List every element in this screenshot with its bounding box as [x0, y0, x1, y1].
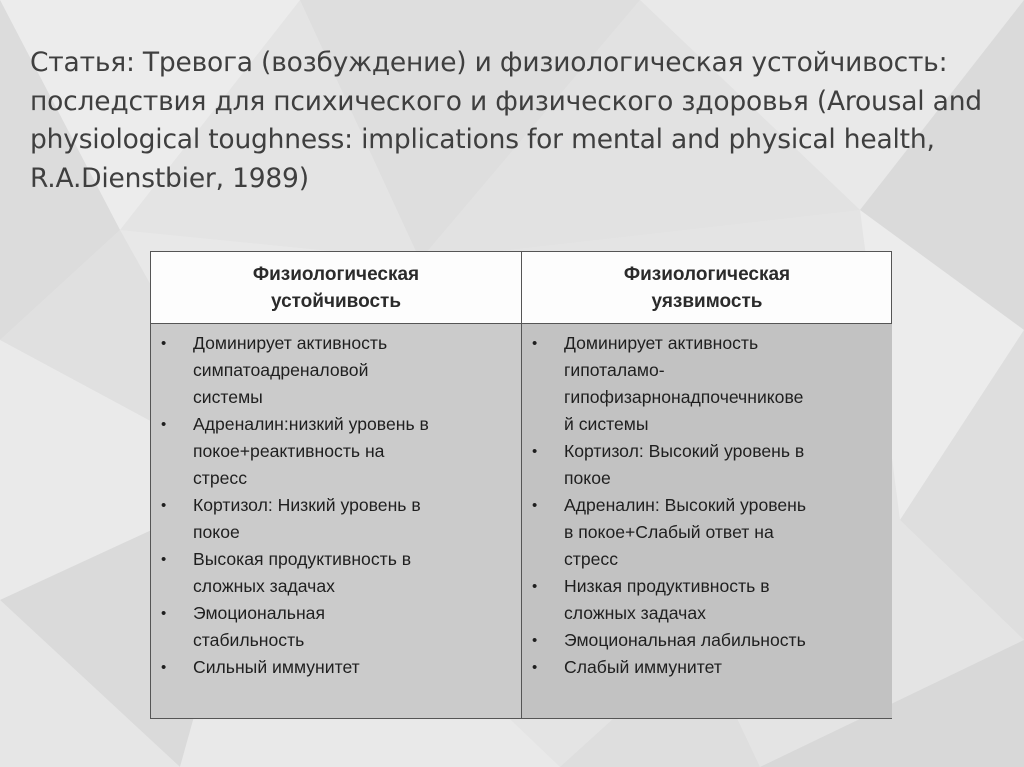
list-item: • Доминирует активность симпатоадреналовой системы — [151, 330, 509, 411]
list-item: • Кортизол: Низкий уровень в покое — [151, 492, 509, 546]
list-item: • Адреналин: Высокий уровень в покое+Слабый ответ на стресс — [522, 492, 880, 573]
list-item: • Эмоциональная стабильность — [151, 600, 509, 654]
list-item: • Сильный иммунитет — [151, 654, 509, 681]
header-toughness-label: Физиологическая устойчивость — [252, 264, 420, 312]
list-item: • Адреналин:низкий уровень в покое+реактивность на стресс — [151, 411, 509, 492]
vulnerability-cell — [522, 324, 892, 718]
slide-title: Статья: Тревога (возбуждение) и физиологическая устойчивость: последствия для психического и физического здоровья (Arousal and physiological toughness: implications for mental and physical health, R.A.Dienstbier, 1989) — [30, 47, 982, 194]
list-item: • Эмоциональная лабильность — [522, 627, 880, 654]
list-item: • Низкая продуктивность в сложных задачах — [522, 573, 880, 627]
header-vulnerability-label: Физиологическая уязвимость — [623, 264, 791, 312]
header-toughness — [151, 261, 521, 315]
list-item: • Высокая продуктивность в сложных задачах — [151, 546, 509, 600]
column-divider — [521, 252, 522, 718]
toughness-list — [151, 324, 521, 681]
list-item: • Кортизол: Высокий уровень в покое — [522, 438, 880, 492]
list-item: • Слабый иммунитет — [522, 654, 880, 681]
list-item: • Доминирует активность гипоталамо- гипофизарнонадпочечникове й системы — [522, 330, 880, 438]
toughness-cell — [151, 324, 521, 718]
comparison-table — [150, 251, 892, 719]
vulnerability-list — [522, 324, 892, 681]
header-vulnerability — [522, 261, 892, 315]
